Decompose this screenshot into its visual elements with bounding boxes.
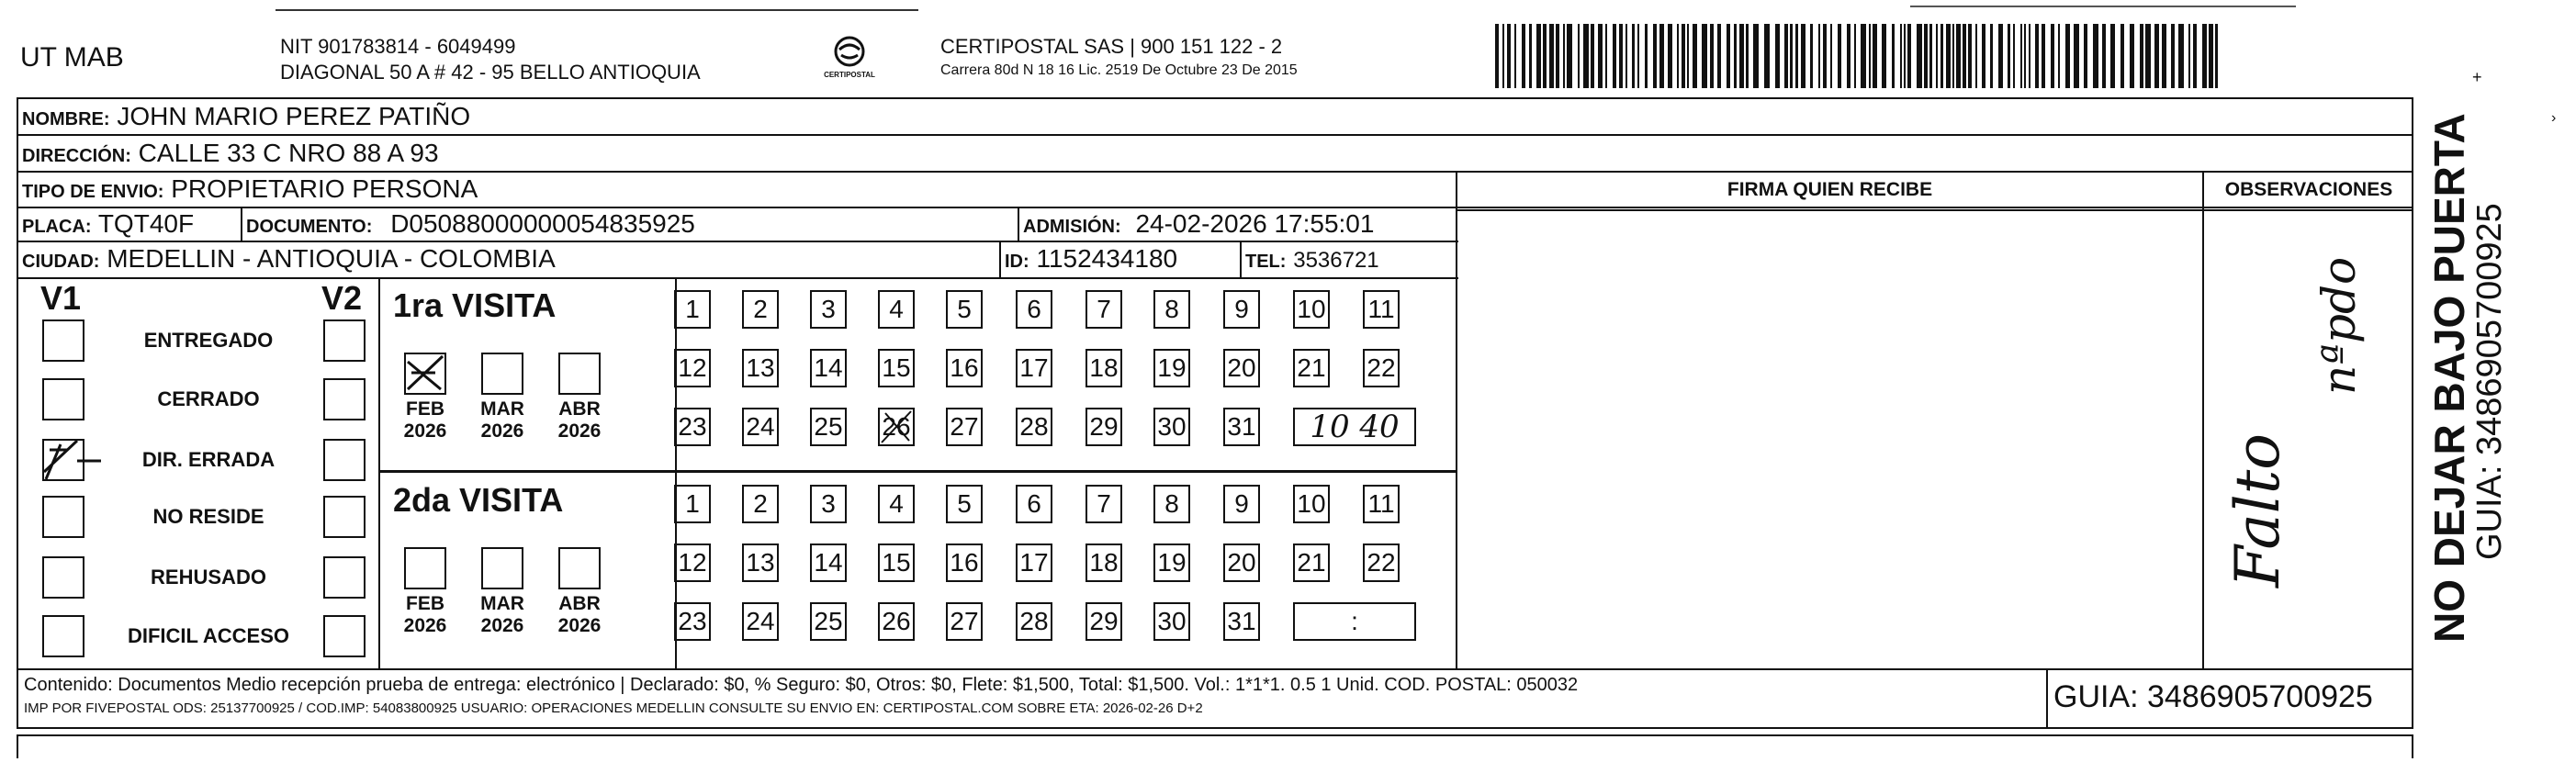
barcode-bar xyxy=(1605,24,1607,88)
status-v2-checkbox[interactable] xyxy=(323,378,366,420)
visit-day-box[interactable]: 20 xyxy=(1223,543,1260,582)
barcode-bar xyxy=(1795,24,1798,88)
visit-day-box[interactable]: 3 xyxy=(810,485,847,523)
barcode-bar xyxy=(2188,24,2190,88)
barcode-bar xyxy=(2051,24,2054,88)
documento-label: DOCUMENTO: xyxy=(246,217,373,237)
id-sep xyxy=(999,241,1001,278)
visit-day-box[interactable]: 12 xyxy=(674,543,711,582)
footer-guia-sep xyxy=(2046,669,2048,728)
placa-sep xyxy=(241,207,242,241)
barcode-bar xyxy=(1746,24,1749,88)
visit-day-box[interactable]: 18 xyxy=(1086,349,1122,387)
visit-day-box[interactable]: 25 xyxy=(810,408,847,446)
barcode-bar xyxy=(1929,24,1932,88)
visit-day-box[interactable]: 20 xyxy=(1223,349,1260,387)
barcode-bar xyxy=(2140,24,2143,88)
visit-day-box[interactable]: 6 xyxy=(1016,485,1052,523)
nombre-value: JOHN MARIO PEREZ PATIÑO xyxy=(117,102,471,130)
visit-day-box[interactable]: 16 xyxy=(946,349,983,387)
status-v2-checkbox[interactable] xyxy=(323,615,366,657)
logo-icon xyxy=(831,35,868,68)
visit-day-box[interactable]: 14 xyxy=(810,543,847,582)
visit-month-label: ABR 2026 xyxy=(557,398,602,442)
visit-day-box[interactable]: 10 xyxy=(1293,290,1330,329)
visit-day-box[interactable]: 29 xyxy=(1086,602,1122,641)
status-right-border xyxy=(378,278,380,668)
visit-day-box[interactable]: 8 xyxy=(1153,290,1190,329)
barcode-bar xyxy=(1507,24,1511,88)
barcode-bar xyxy=(1659,24,1664,88)
barcode-bar xyxy=(1990,24,1993,88)
placa-value: TQT40F xyxy=(97,209,195,238)
barcode-bar xyxy=(1502,24,1504,88)
visit-day-box[interactable]: 5 xyxy=(946,485,983,523)
id-label: ID: xyxy=(1005,252,1029,272)
visit-month-label: MAR 2026 xyxy=(480,398,524,442)
carrier-address: Carrera 80d N 18 16 Lic. 2519 De Octubre 23 De 2015 xyxy=(940,62,1298,78)
visit-day-box[interactable]: 4 xyxy=(878,290,915,329)
barcode-bar xyxy=(1734,24,1737,88)
visit-day-box[interactable]: 1 xyxy=(674,290,711,329)
visit-day-box[interactable]: 8 xyxy=(1153,485,1190,523)
visit-day-box[interactable]: 7 xyxy=(1086,485,1122,523)
barcode-bar xyxy=(1801,24,1805,88)
barcode-bar xyxy=(2029,24,2030,88)
barcode-bar xyxy=(1567,24,1572,88)
id-value: 1152434180 xyxy=(1036,244,1178,273)
visit-day-box[interactable]: 27 xyxy=(946,408,983,446)
visit-day-box[interactable]: 7 xyxy=(1086,290,1122,329)
barcode-bar xyxy=(2084,24,2087,88)
barcode-bar xyxy=(2074,24,2079,88)
logo-text: CERTIPOSTAL xyxy=(824,71,875,79)
barcode-bar xyxy=(1632,24,1635,88)
documento-value: D05088000000054835925 xyxy=(390,209,695,238)
visit-day-box[interactable]: 23 xyxy=(674,602,711,641)
tick-mark-2: › xyxy=(2551,110,2557,126)
visit-day-box[interactable]: 25 xyxy=(810,602,847,641)
certipostal-logo xyxy=(808,35,891,86)
barcode-bar xyxy=(1847,24,1850,88)
tipo-row xyxy=(22,174,478,207)
visit-day-box[interactable]: 13 xyxy=(742,349,779,387)
barcode-bar xyxy=(1823,24,1827,88)
barcode-bar xyxy=(1687,24,1689,88)
barcode-bar xyxy=(2110,24,2115,88)
status-v1-checkbox[interactable] xyxy=(42,378,84,420)
visit-day-box[interactable]: 12 xyxy=(674,349,711,387)
barcode-bar xyxy=(2024,24,2026,88)
barcode-bar xyxy=(1645,24,1648,88)
visit-title: 1ra VISITA xyxy=(393,286,557,324)
sender-address: DIAGONAL 50 A # 42 - 95 BELLO ANTIOQUIA xyxy=(280,61,701,84)
admision-label: ADMISIÓN: xyxy=(1023,217,1121,237)
barcode-bar xyxy=(2209,24,2213,88)
status-v1-checkbox[interactable] xyxy=(42,439,84,481)
barcode-bar xyxy=(2042,24,2045,88)
visit-day-box[interactable]: 11 xyxy=(1363,290,1400,329)
visit-day-box[interactable]: 2 xyxy=(742,485,779,523)
barcode xyxy=(1495,24,2222,88)
barcode-bar xyxy=(1625,24,1627,88)
visit-month-checkbox[interactable] xyxy=(481,353,523,395)
status-v2-checkbox[interactable] xyxy=(323,496,366,538)
direccion-label: DIRECCIÓN: xyxy=(22,146,131,166)
visit-month-label: FEB 2026 xyxy=(403,593,447,636)
side-guia: GUIA: 3486905700925 xyxy=(2470,203,2509,560)
barcode-bar xyxy=(1578,24,1580,88)
status-v1-checkbox[interactable] xyxy=(42,556,84,599)
barcode-bar xyxy=(1764,24,1770,88)
barcode-bar xyxy=(1873,24,1877,88)
placa-label: PLACA: xyxy=(22,217,92,237)
visit-day-box[interactable]: 29 xyxy=(1086,408,1122,446)
visit-time-box[interactable]: 10 40 xyxy=(1293,408,1416,446)
barcode-bar xyxy=(2058,24,2060,88)
barcode-bar xyxy=(2008,24,2010,88)
visit-month-label: FEB 2026 xyxy=(403,398,447,442)
admision-cell xyxy=(1023,208,1374,242)
visit-day-box[interactable]: 17 xyxy=(1016,543,1052,582)
status-label: DIR. ERRADA xyxy=(141,448,276,471)
barcode-bar xyxy=(1838,24,1841,88)
nombre-label: NOMBRE: xyxy=(22,109,110,129)
status-label: ENTREGADO xyxy=(143,329,274,352)
firma-header-line xyxy=(1456,209,2413,211)
barcode-bar xyxy=(2035,24,2039,88)
observaciones-header: OBSERVACIONES xyxy=(2224,179,2393,200)
visit-day-box[interactable]: 21 xyxy=(1293,349,1330,387)
visit-day-box[interactable]: 6 xyxy=(1016,290,1052,329)
barcode-bar xyxy=(2120,24,2124,88)
barcode-bar xyxy=(1613,24,1616,88)
visit-day-box[interactable]: 15 xyxy=(878,543,915,582)
barcode-bar xyxy=(2013,24,2015,88)
footer-line xyxy=(17,668,2413,670)
barcode-bar xyxy=(1739,24,1744,88)
visit-month-checkbox[interactable] xyxy=(558,353,601,395)
nombre-row xyxy=(22,101,470,135)
barcode-bar xyxy=(1917,24,1922,88)
crop-mark-top-right xyxy=(1910,6,2296,7)
obs-column-left xyxy=(2202,171,2204,670)
barcode-bar xyxy=(2215,24,2218,88)
barcode-bar xyxy=(1727,24,1730,88)
barcode-bar xyxy=(2154,24,2159,88)
visit-day-box[interactable]: 26 xyxy=(878,602,915,641)
visit-day-box[interactable]: 1 xyxy=(674,485,711,523)
status-v2-checkbox[interactable] xyxy=(323,556,366,599)
barcode-bar xyxy=(1907,24,1911,88)
visit-day-box[interactable]: 28 xyxy=(1016,408,1052,446)
status-v1-checkbox[interactable] xyxy=(42,319,84,362)
visit-month-checkbox[interactable] xyxy=(558,547,601,589)
visit-day-box[interactable]: 11 xyxy=(1363,485,1400,523)
status-label: NO RESIDE xyxy=(152,505,264,528)
barcode-bar xyxy=(1963,24,1966,88)
v2-heading: V2 xyxy=(321,279,363,317)
crop-mark-top-left xyxy=(276,9,918,11)
tipo-label: TIPO DE ENVIO: xyxy=(22,182,164,202)
visit-day-box[interactable]: 13 xyxy=(742,543,779,582)
status-v2-checkbox[interactable] xyxy=(323,319,366,362)
barcode-bar xyxy=(2020,24,2022,88)
barcode-bar xyxy=(2202,24,2207,88)
barcode-bar xyxy=(1882,24,1886,88)
firma-header: FIRMA QUIEN RECIBE xyxy=(1727,179,1933,200)
barcode-bar xyxy=(1784,24,1788,88)
visit-month-label: ABR 2026 xyxy=(557,593,602,636)
ciudad-value: MEDELLIN - ANTIOQUIA - COLOMBIA xyxy=(107,244,556,273)
status-v1-checkbox[interactable] xyxy=(42,496,84,538)
tel-sep xyxy=(1240,241,1242,278)
visit-day-box[interactable]: 23 xyxy=(674,408,711,446)
barcode-bar xyxy=(1514,24,1516,88)
visit-day-box[interactable]: 2 xyxy=(742,290,779,329)
barcode-bar xyxy=(1556,24,1559,88)
visit-day-box[interactable]: 9 xyxy=(1223,485,1260,523)
barcode-bar xyxy=(1637,24,1639,88)
barcode-bar xyxy=(2145,24,2151,88)
barcode-bar xyxy=(2130,24,2134,88)
visit-day-box[interactable]: 31 xyxy=(1223,408,1260,446)
visit-month-label: MAR 2026 xyxy=(480,593,524,636)
barcode-bar xyxy=(1598,24,1603,88)
barcode-bar xyxy=(2065,24,2070,88)
status-v1-checkbox[interactable] xyxy=(42,615,84,657)
barcode-bar xyxy=(2162,24,2166,88)
visit-divider xyxy=(378,470,1457,473)
barcode-bar xyxy=(1830,24,1832,88)
v1-heading: V1 xyxy=(40,279,82,317)
barcode-bar xyxy=(1682,24,1685,88)
barcode-bar xyxy=(1693,24,1697,88)
ciudad-cell xyxy=(22,243,556,277)
barcode-bar xyxy=(1591,24,1594,88)
visit-day-box[interactable]: 19 xyxy=(1153,543,1190,582)
barcode-bar xyxy=(1936,24,1938,88)
barcode-bar xyxy=(1904,24,1906,88)
footer-impresion: IMP POR FIVEPOSTAL ODS: 25137700925 / COD.IMP: 54083800925 USUARIO: OPERACIONES MEDELLIN CONSULTE SU ENVIO EN: CERTIPOSTAL.COM SOBRE ETA: 2026-02-26 D+2 xyxy=(24,700,1203,716)
barcode-bar xyxy=(1495,24,1499,88)
direccion-value: CALLE 33 C NRO 88 A 93 xyxy=(138,139,439,167)
company-name: UT MAB xyxy=(20,42,124,73)
tipo-value: PROPIETARIO PERSONA xyxy=(171,174,478,203)
barcode-bar xyxy=(2093,24,2098,88)
barcode-bar xyxy=(1982,24,1985,88)
visit-day-box[interactable]: 16 xyxy=(946,543,983,582)
documento-cell xyxy=(246,208,695,242)
bottom-strip xyxy=(17,734,2413,758)
barcode-bar xyxy=(1892,24,1895,88)
id-cell xyxy=(1005,243,1177,277)
barcode-bar xyxy=(1775,24,1780,88)
visit-day-box[interactable]: 22 xyxy=(1363,349,1400,387)
visit-day-box[interactable]: 17 xyxy=(1016,349,1052,387)
tel-cell xyxy=(1245,243,1379,277)
status-label: REHUSADO xyxy=(151,566,266,588)
barcode-bar xyxy=(2193,24,2197,88)
barcode-bar xyxy=(1924,24,1928,88)
visit-day-box[interactable]: 15 xyxy=(878,349,915,387)
barcode-bar xyxy=(1549,24,1554,88)
barcode-bar xyxy=(1619,24,1623,88)
barcode-bar xyxy=(1563,24,1565,88)
barcode-bar xyxy=(2178,24,2184,88)
tick-mark-1: + xyxy=(2472,68,2482,86)
barcode-bar xyxy=(1818,24,1820,88)
barcode-bar xyxy=(1790,24,1793,88)
direccion-row xyxy=(22,138,439,172)
barcode-bar xyxy=(1869,24,1871,88)
placa-cell xyxy=(22,208,194,242)
barcode-bar xyxy=(1810,24,1813,88)
sender-nit: NIT 901783814 - 6049499 xyxy=(280,35,516,58)
barcode-bar xyxy=(1522,24,1525,88)
barcode-bar xyxy=(1710,24,1714,88)
barcode-bar xyxy=(1946,24,1951,88)
barcode-bar xyxy=(1968,24,1972,88)
barcode-bar xyxy=(1854,24,1856,88)
visit-day-box[interactable]: 9 xyxy=(1223,290,1260,329)
barcode-bar xyxy=(1940,24,1943,88)
visit-day-box[interactable]: 31 xyxy=(1223,602,1260,641)
visit-day-box[interactable]: 18 xyxy=(1086,543,1122,582)
visit-day-box[interactable]: 24 xyxy=(742,408,779,446)
barcode-bar xyxy=(1653,24,1657,88)
barcode-bar xyxy=(1753,24,1759,88)
admision-sep xyxy=(1018,207,1019,241)
visit-day-box[interactable]: 22 xyxy=(1363,543,1400,582)
barcode-bar xyxy=(1668,24,1672,88)
handwritten-obs-2: nªpdo xyxy=(2312,256,2366,395)
visit-day-box[interactable]: 28 xyxy=(1016,602,1052,641)
no-dejar-bajo-puerta: NO DEJAR BAJO PUERTA xyxy=(2425,113,2473,643)
barcode-bar xyxy=(2171,24,2175,88)
visit-month-checkbox[interactable] xyxy=(404,353,446,395)
row-line-5 xyxy=(17,277,1458,279)
barcode-bar xyxy=(1998,24,2003,88)
status-label: DIFICIL ACCESO xyxy=(127,624,289,647)
barcode-bar xyxy=(1677,24,1679,88)
carrier-name: CERTIPOSTAL SAS | 900 151 122 - 2 xyxy=(940,35,1283,58)
visit-day-box[interactable]: 21 xyxy=(1293,543,1330,582)
tel-label: TEL: xyxy=(1245,252,1287,272)
footer-guia: GUIA: 3486905700925 xyxy=(2053,679,2373,714)
barcode-bar xyxy=(1702,24,1707,88)
visit-day-box[interactable]: 30 xyxy=(1153,602,1190,641)
visit-day-box[interactable]: 10 xyxy=(1293,485,1330,523)
barcode-bar xyxy=(2102,24,2106,88)
barcode-bar xyxy=(1717,24,1721,88)
visit-day-box[interactable]: 26 xyxy=(878,408,915,446)
admision-value: 24-02-2026 17:55:01 xyxy=(1135,209,1375,238)
footer-contenido: Contenido: Documentos Medio recepción prueba de entrega: electrónico | Declarado: $0, % Seguro: $0, Otros: $0, Flete: $1,500, Total: $1,500. Vol.: 1*1*1. 0.5 1 Unid. COD. POSTAL: 050032 xyxy=(24,675,1579,695)
barcode-bar xyxy=(1952,24,1954,88)
barcode-bar xyxy=(1543,24,1547,88)
visit-day-box[interactable]: 24 xyxy=(742,602,779,641)
firma-column-left xyxy=(1456,171,1457,670)
ciudad-label: CIUDAD: xyxy=(22,252,100,272)
visit-day-box[interactable]: 4 xyxy=(878,485,915,523)
status-v2-checkbox[interactable] xyxy=(323,439,366,481)
visit-day-box[interactable]: 5 xyxy=(946,290,983,329)
barcode-bar xyxy=(1861,24,1866,88)
visit-day-box[interactable]: 19 xyxy=(1153,349,1190,387)
barcode-bar xyxy=(1536,24,1541,88)
barcode-bar xyxy=(1583,24,1589,88)
status-label: CERRADO xyxy=(157,387,260,410)
visit-month-checkbox[interactable] xyxy=(404,547,446,589)
visit-day-box[interactable]: 3 xyxy=(810,290,847,329)
barcode-bar xyxy=(1900,24,1902,88)
barcode-bar xyxy=(1975,24,1977,88)
barcode-bar xyxy=(1529,24,1532,88)
visit-time-box[interactable]: : xyxy=(1293,602,1416,641)
handwritten-obs-1: Falto xyxy=(2222,432,2293,588)
tel-value: 3536721 xyxy=(1293,248,1379,273)
visit-day-box[interactable]: 14 xyxy=(810,349,847,387)
visit-day-box[interactable]: 30 xyxy=(1153,408,1190,446)
visit-day-box[interactable]: 27 xyxy=(946,602,983,641)
visit-month-checkbox[interactable] xyxy=(481,547,523,589)
visit-title: 2da VISITA xyxy=(393,481,564,519)
barcode-bar xyxy=(1956,24,1961,88)
